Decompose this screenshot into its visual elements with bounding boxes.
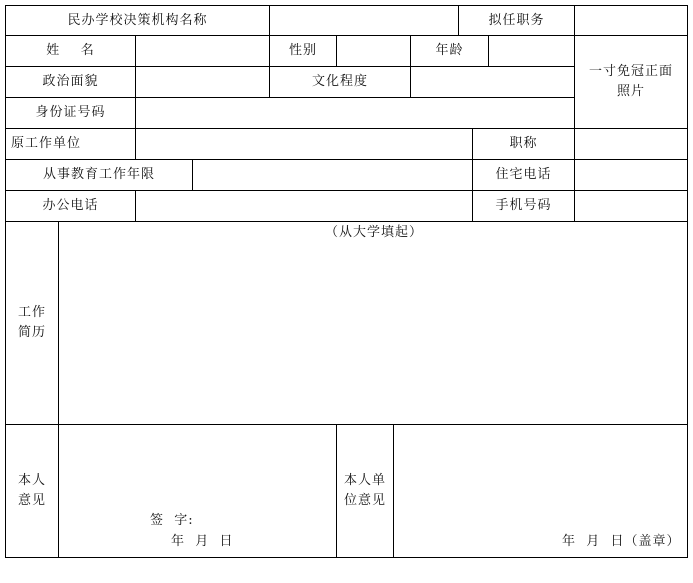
border-right xyxy=(687,5,688,558)
job-title-field[interactable] xyxy=(575,129,687,159)
resume-label-line1: 工作 xyxy=(17,305,46,320)
personal-opinion-field[interactable] xyxy=(59,425,336,557)
home-phone-label: 住宅电话 xyxy=(495,167,552,182)
teaching-years-field[interactable] xyxy=(193,160,472,190)
position-field[interactable] xyxy=(575,6,687,35)
unit-opinion-field[interactable] xyxy=(394,425,687,557)
resume-label xyxy=(6,222,58,424)
personal-opinion-label-line1: 本人 xyxy=(17,473,46,488)
mobile-field[interactable] xyxy=(575,191,687,221)
teaching-years-label: 从事教育工作年限 xyxy=(42,167,155,182)
age-field[interactable] xyxy=(489,36,574,66)
org-name-field[interactable] xyxy=(270,6,458,35)
gender-label: 性别 xyxy=(288,43,317,58)
resume-hint: （从大学填起） xyxy=(325,225,424,240)
position-label: 拟任职务 xyxy=(488,12,545,28)
name-field[interactable] xyxy=(136,36,269,66)
office-phone-label: 办公电话 xyxy=(42,198,99,213)
job-title-label: 职称 xyxy=(509,136,538,151)
unit-opinion-label-line2: 位意见 xyxy=(343,493,386,508)
education-field[interactable] xyxy=(411,67,574,97)
resume-field[interactable] xyxy=(59,222,687,424)
resume-label-line2: 简历 xyxy=(17,325,46,340)
unit-opinion-date-stamp: 年 月 日（盖章） xyxy=(562,534,681,549)
political-status-label: 政治面貌 xyxy=(42,74,99,89)
office-phone-field[interactable] xyxy=(136,191,472,221)
photo-box[interactable] xyxy=(575,36,687,128)
political-status-field[interactable] xyxy=(136,67,269,97)
name-label: 姓 名 xyxy=(46,43,95,58)
age-label: 年龄 xyxy=(435,43,464,58)
home-phone-field[interactable] xyxy=(575,160,687,190)
education-label: 文化程度 xyxy=(311,74,368,89)
former-unit-label: 原工作单位 xyxy=(11,136,82,151)
unit-opinion-label-line1: 本人单 xyxy=(343,473,386,488)
id-number-label: 身份证号码 xyxy=(35,105,106,120)
gender-field[interactable] xyxy=(337,36,410,66)
border-bottom xyxy=(5,557,688,558)
personal-opinion-label xyxy=(6,425,58,557)
former-unit-field[interactable] xyxy=(136,129,472,159)
org-name-label: 民办学校决策机构名称 xyxy=(67,12,208,28)
personal-opinion-date: 年 月 日 xyxy=(171,534,234,549)
signature-label: 签 字: xyxy=(150,513,194,528)
personal-opinion-label-line2: 意见 xyxy=(17,493,46,508)
mobile-label: 手机号码 xyxy=(495,198,552,213)
photo-label-line2: 照片 xyxy=(616,84,645,99)
unit-opinion-label xyxy=(337,425,393,557)
photo-label-line1: 一寸免冠正面 xyxy=(588,64,673,79)
id-number-field[interactable] xyxy=(136,98,574,128)
